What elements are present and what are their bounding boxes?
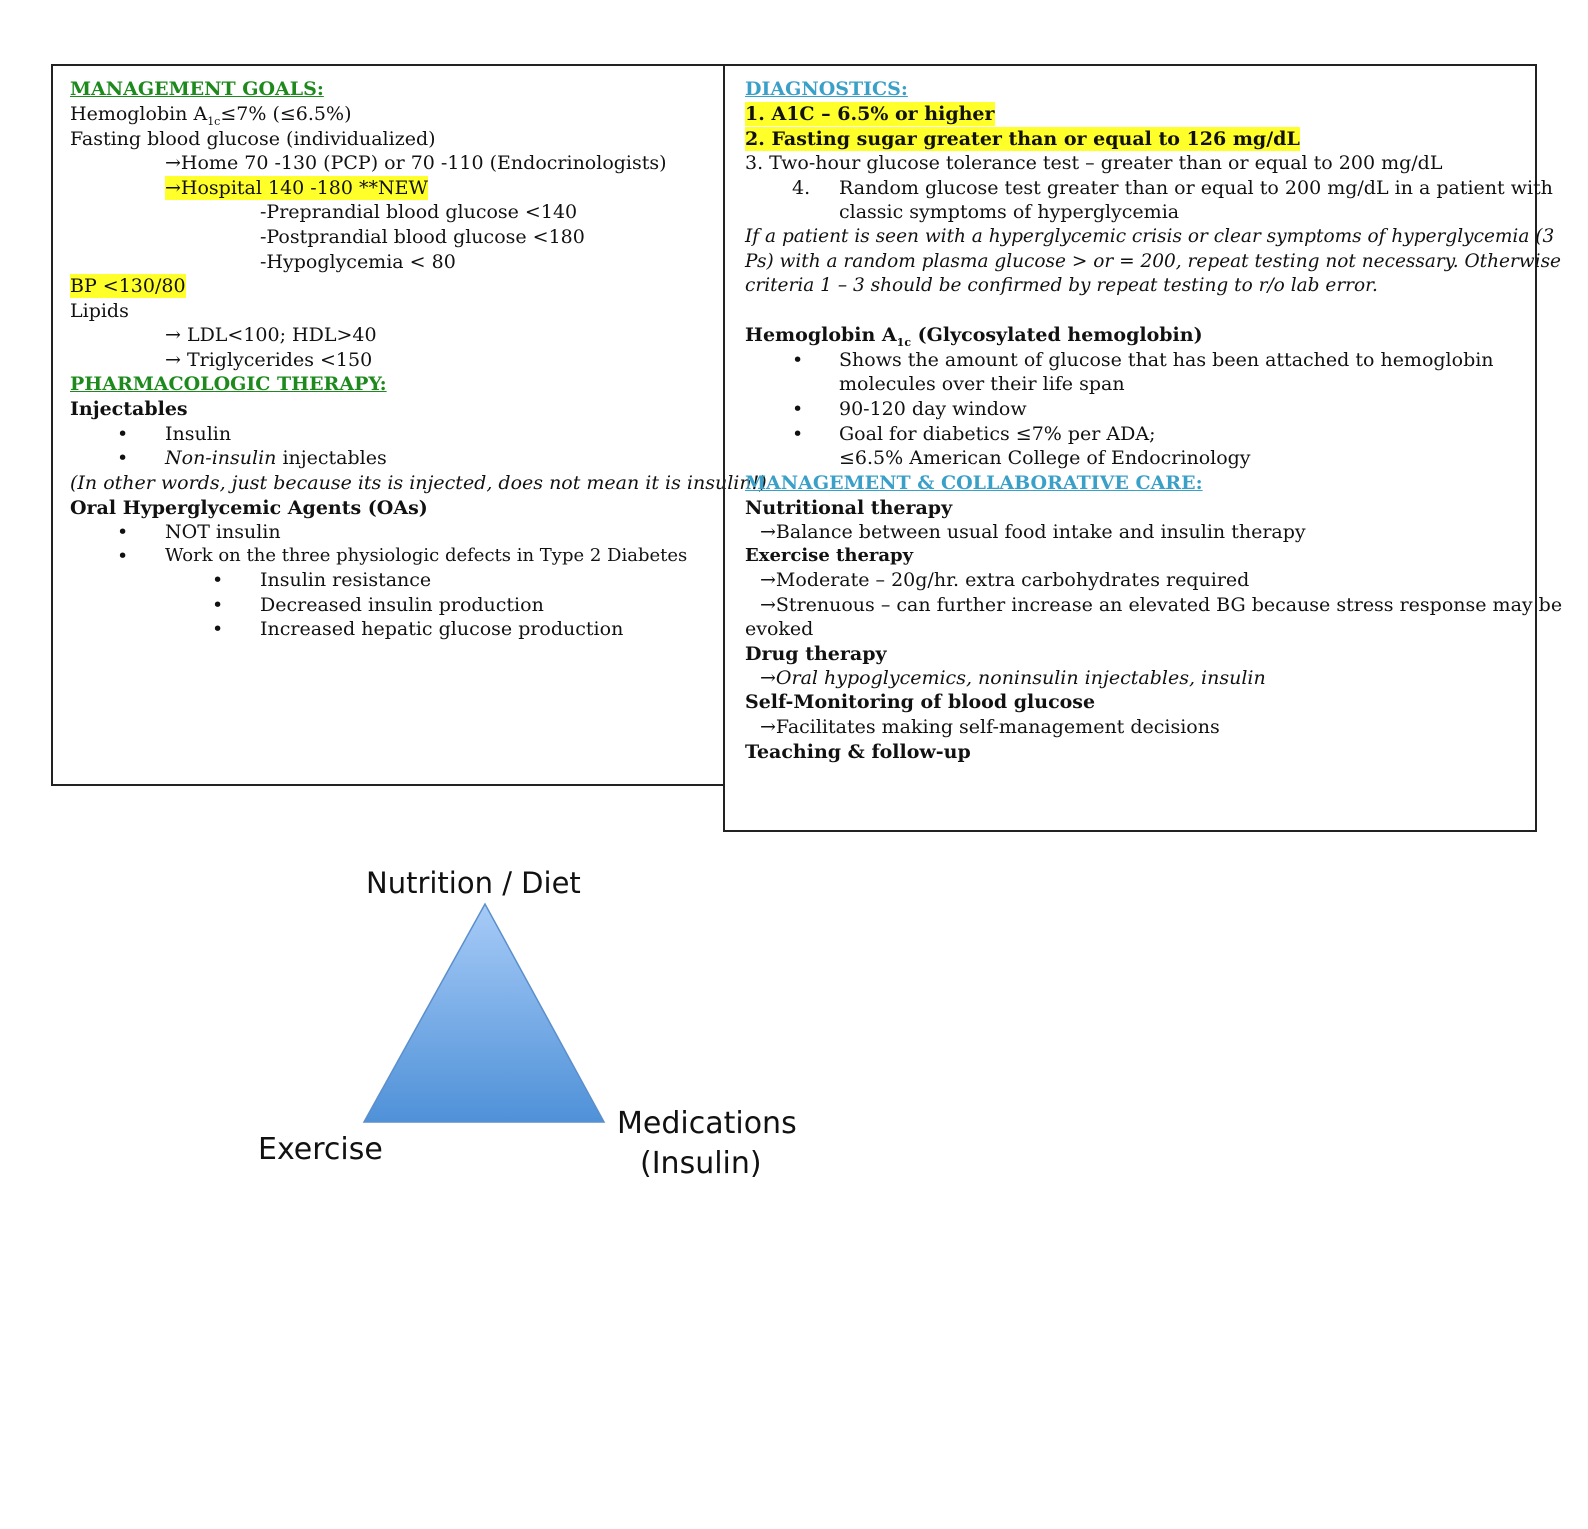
injectables-heading: Injectables	[70, 398, 188, 420]
hba1c-heading	[745, 323, 1203, 347]
bullet: •	[792, 349, 804, 371]
triangle-label-nutrition: Nutrition / Diet	[366, 866, 581, 900]
defect-item: Insulin resistance	[260, 569, 432, 591]
defect-item: Decreased insulin production	[260, 594, 544, 616]
diagnostic-criterion-1: 1. A1C – 6.5% or higher	[745, 103, 995, 125]
diagnostic-note-line: If a patient is seen with a hyperglycemic crisis or clear symptoms of hyperglycemia (3	[745, 226, 1555, 247]
exercise-moderate: →Moderate – 20g/hr. extra carbohydrates required	[760, 569, 1250, 591]
non-insulin-item	[165, 446, 387, 470]
bullet: •	[117, 447, 129, 469]
triangle-shape	[364, 904, 604, 1122]
a1c-label: Hemoglobin A	[70, 103, 208, 125]
exercise-strenuous-cont: evoked	[745, 618, 814, 640]
injected-note: (In other words, just because its is injected, does not mean it is insulin!)	[70, 472, 767, 494]
management-goals-heading: MANAGEMENT GOALS:	[70, 78, 324, 100]
triangle-label-exercise: Exercise	[258, 1132, 383, 1167]
diagnostic-criterion-2: 2. Fasting sugar greater than or equal to 126 mg/dL	[745, 128, 1300, 150]
criterion-4-number: 4.	[792, 177, 811, 199]
home-range: →Home 70 -130 (PCP) or 70 -110 (Endocrinologists)	[165, 152, 667, 174]
bp-goal: BP <130/80	[70, 275, 186, 297]
non-insulin-rest: injectables	[276, 447, 387, 469]
triangle-label-insulin: (Insulin)	[640, 1146, 762, 1181]
nutritional-therapy-detail: →Balance between usual food intake and insulin therapy	[760, 521, 1306, 543]
management-care-heading: MANAGEMENT & COLLABORATIVE CARE:	[745, 472, 1203, 494]
diagnostic-criterion-3: 3. Two-hour glucose tolerance test – greater than or equal to 200 mg/dL	[745, 152, 1443, 174]
postprandial-goal: -Postprandial blood glucose <180	[260, 226, 585, 248]
not-insulin-item: NOT insulin	[165, 521, 281, 543]
a1c-value: ≤7% (≤6.5%)	[220, 103, 352, 125]
hypoglycemia-goal: -Hypoglycemia < 80	[260, 251, 456, 273]
teaching-heading: Teaching & follow-up	[745, 741, 971, 763]
hba1c-goal-cont: ≤6.5% American College of Endocrinology	[839, 447, 1251, 469]
defect-item: Increased hepatic glucose production	[260, 618, 624, 640]
hba1c-goal: Goal for diabetics ≤7% per ADA;	[839, 423, 1156, 445]
bullet: •	[792, 398, 804, 420]
non-insulin-label: Non-insulin	[165, 447, 277, 469]
diagnostics-heading: DIAGNOSTICS:	[745, 78, 908, 100]
diagnostic-note-line: criteria 1 – 3 should be confirmed by repeat testing to r/o lab error.	[745, 275, 1378, 296]
bullet: •	[212, 594, 224, 616]
drug-therapy-detail: →Oral hypoglycemics, noninsulin injectables, insulin	[760, 667, 1266, 689]
self-monitoring-detail: →Facilitates making self-management decisions	[760, 716, 1220, 738]
ldl-hdl-goal: → LDL<100; HDL>40	[165, 324, 377, 346]
pharmacologic-heading: PHARMACOLOGIC THERAPY:	[70, 373, 387, 395]
hba1c-description: (Glycosylated hemoglobin)	[911, 324, 1203, 346]
hba1c-shows-cont: molecules over their life span	[839, 373, 1125, 395]
triangle-label-medications: Medications	[617, 1106, 797, 1141]
insulin-item: Insulin	[165, 423, 232, 445]
self-monitoring-heading: Self-Monitoring of blood glucose	[745, 691, 1096, 713]
bullet: •	[117, 545, 129, 567]
fasting-goal: Fasting blood glucose (individualized)	[70, 128, 436, 150]
hospital-range: →Hospital 140 -180 **NEW	[165, 177, 429, 199]
lipids-label: Lipids	[70, 300, 129, 322]
a1c-subscript: 1c	[207, 114, 221, 128]
hba1c-subscript: 1c	[896, 335, 912, 349]
bullet: •	[117, 521, 129, 543]
hba1c-shows: Shows the amount of glucose that has been attached to hemoglobin	[839, 349, 1494, 371]
diagnostic-note-line: Ps) with a random plasma glucose > or = 200, repeat testing not necessary. Otherwise	[745, 251, 1562, 272]
oral-agents-heading: Oral Hyperglycemic Agents (OAs)	[70, 497, 428, 519]
bullet: •	[212, 569, 224, 591]
hba1c-label: Hemoglobin A	[745, 324, 897, 346]
management-goals-panel	[51, 64, 767, 786]
bullet: •	[792, 423, 804, 445]
drug-therapy-heading: Drug therapy	[745, 643, 887, 665]
physiologic-defects-item: Work on the three physiologic defects in Type 2 Diabetes	[165, 545, 688, 566]
bullet: •	[117, 423, 129, 445]
care-triangle	[360, 900, 610, 1130]
diagnostic-criterion-4: Random glucose test greater than or equal to 200 mg/dL in a patient with	[839, 177, 1553, 199]
a1c-goal	[70, 102, 351, 126]
hba1c-window: 90-120 day window	[839, 398, 1027, 420]
diagnostic-criterion-4-cont: classic symptoms of hyperglycemia	[839, 201, 1180, 223]
diagnostics-panel	[723, 64, 1563, 832]
exercise-strenuous: →Strenuous – can further increase an elevated BG because stress response may be	[760, 594, 1563, 616]
triglycerides-goal: → Triglycerides <150	[165, 349, 373, 371]
bullet: •	[212, 618, 224, 640]
preprandial-goal: -Preprandial blood glucose <140	[260, 201, 578, 223]
exercise-therapy-heading: Exercise therapy	[745, 545, 914, 566]
nutritional-therapy-heading: Nutritional therapy	[745, 497, 953, 519]
